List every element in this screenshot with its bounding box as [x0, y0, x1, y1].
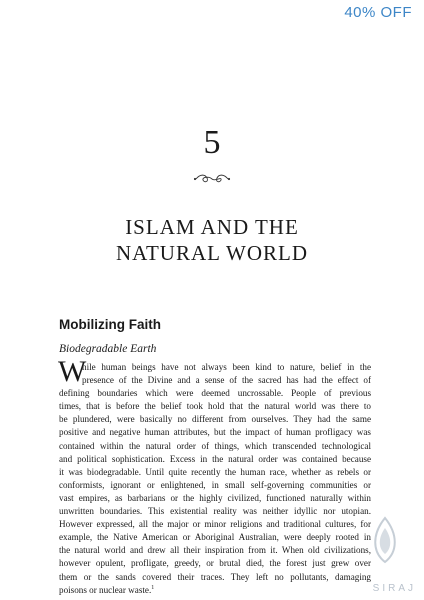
paragraph-line: them or the sands covered their traces. They left no pollutants, damaging: [59, 571, 371, 582]
siraj-logo-icon: [350, 504, 420, 594]
paragraph-line: contained within the natural order of things, which transcended technological: [59, 440, 371, 451]
footnote-marker: 1: [151, 584, 155, 591]
paragraph-line: and political sophistication. Excess in the natural order was contained because: [59, 453, 371, 464]
paragraph-line: unwritten boundaries. This existential reality was neither idyllic nor utopian.: [59, 506, 371, 517]
paragraph-line: hile human beings have not always been kind to nature, belief in the: [82, 362, 371, 372]
chapter-title-line-2: NATURAL WORLD: [115, 241, 309, 265]
drop-cap: W: [58, 355, 87, 388]
chapter-title-line-1: ISLAM AND THE: [125, 215, 299, 239]
paragraph-line: times, that is before the belief took hold that the natural world was there to: [59, 401, 371, 412]
paragraph-last-line: [59, 584, 371, 597]
paragraph-line: the natural world and drew all their inspiration from it. When old civilizations,: [59, 545, 371, 556]
section-heading: Mobilizing Faith: [59, 317, 161, 332]
paragraph-line: be plundered, were basically no different from ourselves. They had the same: [59, 414, 371, 425]
subheading: Biodegradable Earth: [59, 343, 157, 355]
paragraph-line: defining boundaries which were deemed uncrossable. People of previous: [59, 388, 371, 399]
paragraph-line: example, the Native American or Aboriginal Australian, were deeply rooted in: [59, 532, 371, 543]
chapter-title: [0, 214, 424, 266]
ornament-flourish-icon: [192, 173, 232, 185]
paragraph-line: poisons or nuclear waste.: [59, 584, 152, 595]
paragraph-line: conformists, ignorant or enlightened, in small self-governing communities or: [59, 479, 371, 490]
watermark-text: SIRAJ: [372, 583, 416, 594]
paragraph-line: However expressed, all the major or minor religions and traditional cultures, for: [59, 519, 371, 530]
discount-badge: 40% OFF: [344, 4, 412, 21]
paragraph-line: however opulent, profligate, greedy, or brutal died, the forest just grew over: [59, 558, 371, 569]
paragraph-line: presence of the Divine and a sense of the sacred has had the effect of: [82, 375, 371, 386]
paragraph-line: vast empires, as barbarians or the highly civilized, functioned naturally within: [59, 492, 371, 503]
body-paragraph: [58, 355, 371, 597]
paragraph-line: positive and negative human attributes, but the impact of human profligacy was: [59, 427, 371, 438]
chapter-number: 5: [203, 124, 221, 161]
paragraph-line: it was biodegradable. Until quite recently the human race, whether as rebels or: [59, 466, 371, 477]
